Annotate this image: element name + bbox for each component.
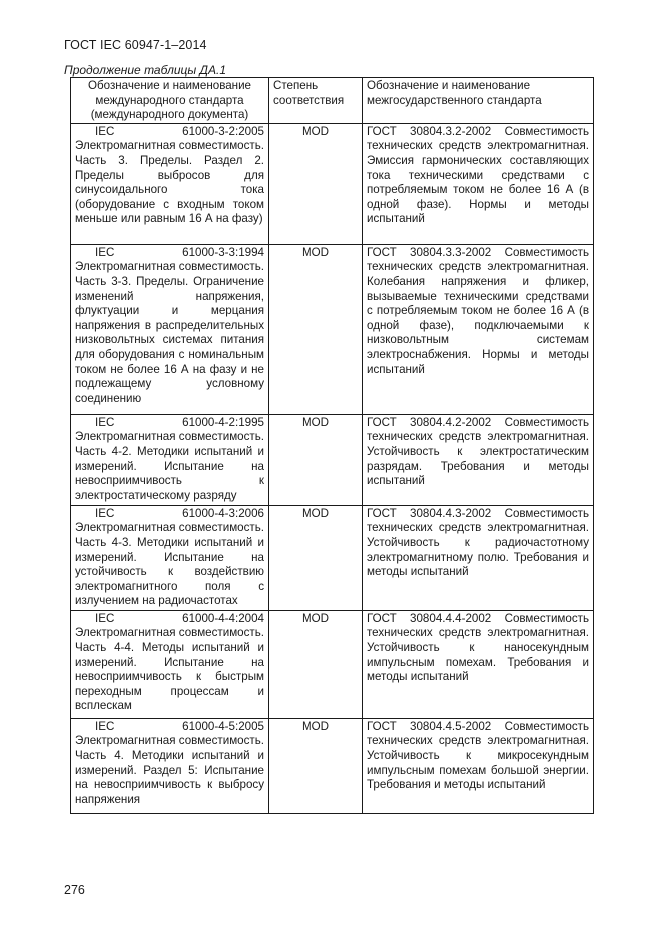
degree-cell: MOD — [269, 505, 363, 610]
column-header-degree-of-conformity: Степень соответствия — [269, 78, 363, 124]
table-row — [71, 123, 594, 244]
interstate-standard-cell: ГОСТ 30804.4.4-2002 Совместимость технических средств электромагнитная. Устойчивость к наносекундным импульсным помехам. Требования и методы испытаний — [363, 610, 594, 718]
document-code-header: ГОСТ IEC 60947-1–2014 — [64, 38, 207, 52]
international-standard-cell: IEC 61000-4-2:1995 Электромагнитная совместимость. Часть 4-2. Методики испытаний и измерений. Испытание на невосприимчивость к электростатическому разряду — [71, 414, 269, 505]
column-header-interstate-standard: Обозначение и наименование межгосударственного стандарта — [363, 78, 594, 124]
interstate-standard-cell: ГОСТ 30804.4.3-2002 Совместимость технических средств электромагнитная. Устойчивость к радиочастотному электромагнитному полю. Требования и методы испытаний — [363, 505, 594, 610]
table-row — [71, 610, 594, 718]
table-row — [71, 414, 594, 505]
interstate-standard-cell: ГОСТ 30804.3.2-2002 Совместимость технических средств электромагнитная. Эмиссия гармонических составляющих тока техническими средствами с потребляемым током не более 16 А (в одной фазе). Нормы и методы испытаний — [363, 123, 594, 244]
page-number: 276 — [64, 883, 85, 897]
international-standard-cell: IEC 61000-3-3:1994 Электромагнитная совместимость. Часть 3-3. Пределы. Ограничение изменений напряжения, флуктуации и мерцания напряжения в распределительных низковольтных системах питания для оборудования с номинальным током не более 16 А на фазу и не подлежащему условному соединению — [71, 244, 269, 414]
interstate-standard-cell: ГОСТ 30804.4.5-2002 Совместимость технических средств электромагнитная. Устойчивость к микросекундным импульсным помехам большой энергии. Требования и методы испытаний — [363, 718, 594, 813]
table-row — [71, 244, 594, 414]
international-standard-cell: IEC 61000-4-5:2005 Электромагнитная совместимость. Часть 4. Методики испытаний и измерений. Раздел 5: Испытание на невосприимчивость к выбросу напряжения — [71, 718, 269, 813]
table-row — [71, 718, 594, 813]
column-header-international-standard: Обозначение и наименование международного стандарта (международного документа) — [71, 78, 269, 124]
degree-cell: MOD — [269, 123, 363, 244]
international-standard-cell: IEC 61000-4-4:2004 Электромагнитная совместимость. Часть 4-4. Методы испытаний и измерений. Испытание на невосприимчивость к быстрым переходным процессам и всплескам — [71, 610, 269, 718]
table-row — [71, 505, 594, 610]
international-standard-cell: IEC 61000-4-3:2006 Электромагнитная совместимость. Часть 4-3. Методики испытаний и измерений. Испытание на устойчивость к воздействию электромагнитного поля с излучением на радиочастотах — [71, 505, 269, 610]
degree-cell: MOD — [269, 244, 363, 414]
interstate-standard-cell: ГОСТ 30804.3.3-2002 Совместимость технических средств электромагнитная. Колебания напряжения и фликер, вызываемые техническими средствами с потребляемым током не более 16 А (в одной фазе), подключаемыми к низковольтным системам электроснабжения. Нормы и методы испытаний — [363, 244, 594, 414]
table-caption: Продолжение таблицы ДА.1 — [64, 63, 227, 77]
degree-cell: MOD — [269, 610, 363, 718]
table-header-row — [71, 78, 594, 124]
degree-cell: MOD — [269, 718, 363, 813]
interstate-standard-cell: ГОСТ 30804.4.2-2002 Совместимость технических средств электромагнитная. Устойчивость к электростатическим разрядам. Требования и методы испытаний — [363, 414, 594, 505]
international-standard-cell: IEC 61000-3-2:2005 Электромагнитная совместимость. Часть 3. Пределы. Раздел 2. Пределы выбросов для синусоидального тока (оборудование с входным током меньше или равным 16 А на фазу) — [71, 123, 269, 244]
standards-table — [70, 77, 594, 814]
degree-cell: MOD — [269, 414, 363, 505]
